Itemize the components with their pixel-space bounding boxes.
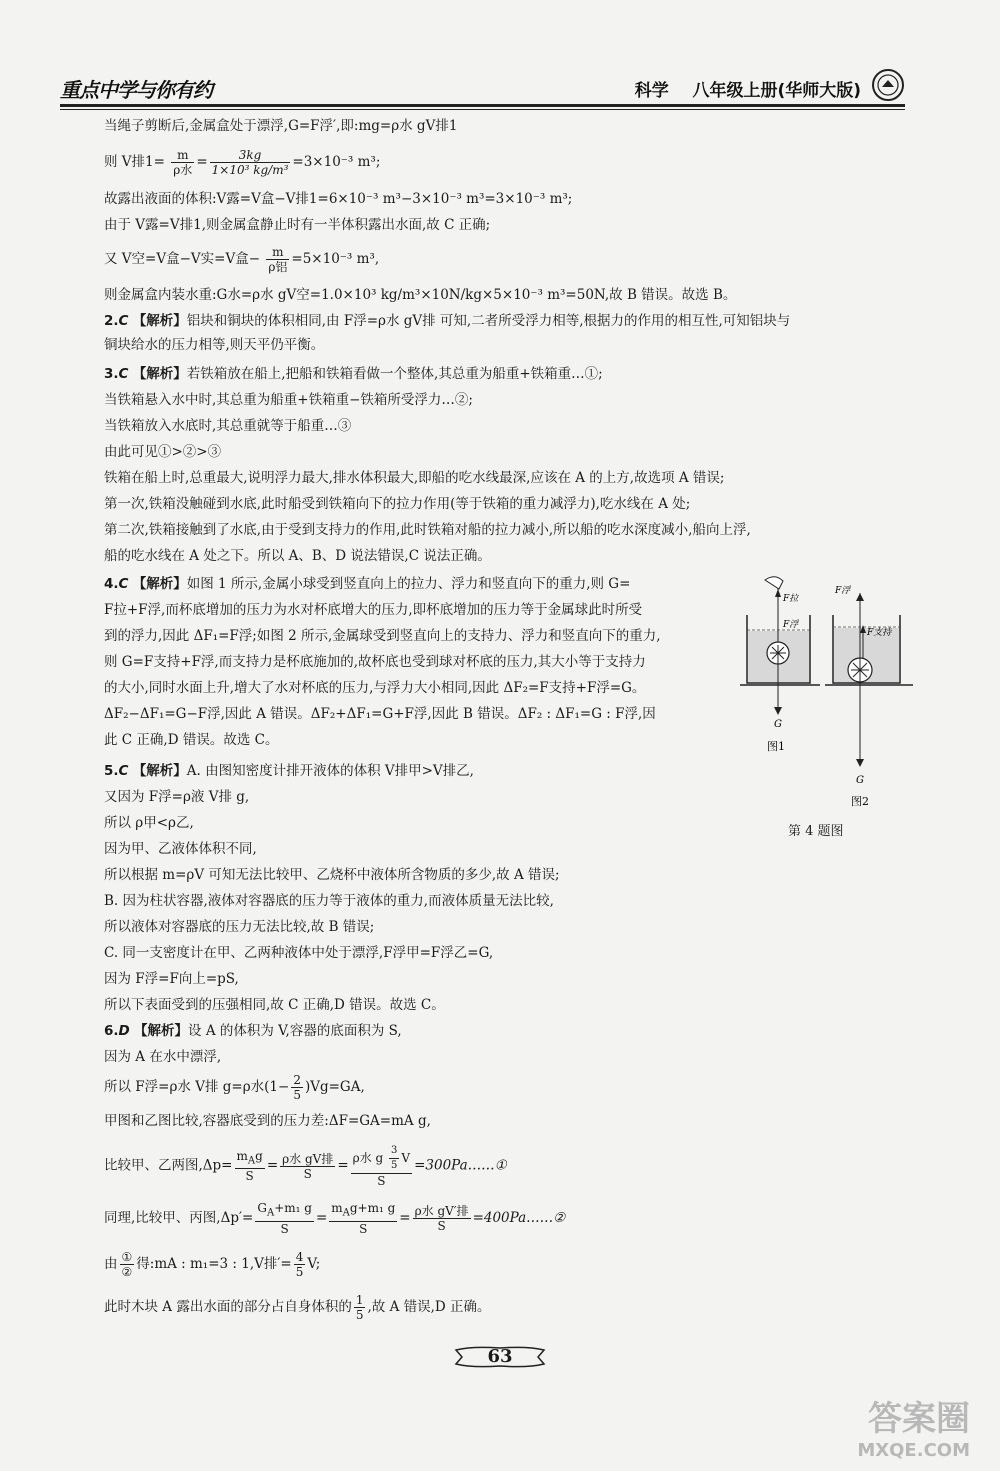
q3-line-5: 铁箱在船上时,总重最大,说明浮力最大,排水体积最大,即船的吃水线最深,应该在 A 的上方,故选项 A 错误;: [104, 470, 725, 486]
q1-line-2: 则 V排1= $\frac{m}{\text{ρ水}}$ = $\frac{3kg}{\text{1×10³ kg/m³}}$ =3×10⁻³ m³;: [104, 148, 381, 177]
q6-line-7: 由 $\frac{\text{①}}{\text{②}}$ 得:mA : m₁=3 : 1,V排′= $\frac{4}{5}$ V;: [104, 1250, 321, 1279]
watermark-logo: [800, 1391, 970, 1461]
header-rule: [60, 104, 905, 107]
label-g-1: G: [774, 719, 782, 730]
q3-line-8: 船的吃水线在 A 处之下。所以 A、B、D 说法错误,C 说法正确。: [104, 548, 491, 564]
page-number-banner: [452, 1342, 548, 1372]
q5-line-8: C. 同一支密度计在甲、乙两种液体中处于漂浮,F浮甲=F浮乙=G,: [104, 945, 494, 961]
q3-line-1: 3.C 【解析】若铁箱放在船上,把船和铁箱看做一个整体,其总重为船重+铁箱重…①;: [104, 366, 603, 382]
subject-grade: [635, 76, 861, 101]
q5-line-3: 所以 ρ甲<ρ乙,: [104, 815, 194, 831]
q3-line-2: 当铁箱悬入水中时,其总重为船重+铁箱重−铁箱所受浮力…②;: [104, 392, 473, 408]
q2-line-1: 2.C 【解析】铝块和铜块的体积相同,由 F浮=ρ水 gV排 可知,二者所受浮力相等,根据力的作用的相互性,可知铝块与: [104, 313, 791, 329]
page-header: [60, 74, 905, 100]
q3-line-7: 第二次,铁箱接触到了水底,由于受到支持力的作用,此时铁箱对船的拉力减小,所以船的吃水深度减小,船向上浮,: [104, 522, 751, 538]
watermark-url: MXQE.COM: [857, 1440, 970, 1461]
grade-label: 八年级上册(华师大版): [692, 81, 861, 101]
q5-line-6: B. 因为柱状容器,液体对容器底的压力等于液体的重力,而液体质量无法比较,: [104, 893, 554, 909]
q1-line-6: 则金属盒内装水重:G水=ρ水 gV空=1.0×10³ kg/m³×10N/kg×5×10⁻³ m³=50N,故 B 错误。故选 B。: [104, 287, 737, 303]
figure-caption: 第 4 题图: [788, 824, 844, 839]
label-g-2: G: [856, 775, 864, 786]
label-f-la: F拉: [783, 594, 799, 604]
q4-figure: [735, 575, 915, 825]
q6-line-8: 此时木块 A 露出水面的部分占自身体积的 $\frac{1}{5}$ ,故 A 错误,D 正确。: [104, 1293, 491, 1322]
q4-line-6: ΔF₂−ΔF₁=G−F浮,因此 A 错误。ΔF₂+ΔF₁=G+F浮,因此 B 错误。ΔF₂ : ΔF₁=G : F浮,因: [104, 706, 656, 722]
beaker-1: [740, 577, 820, 715]
label-fig-1: 图1: [767, 740, 785, 753]
label-f-fu-2: F浮: [835, 586, 851, 596]
q5-line-9: 因为 F浮=F向上=pS,: [104, 971, 239, 987]
q1-line-1: 当绳子剪断后,金属盒处于漂浮,G=F浮′,即:mg=ρ水 gV排1: [104, 118, 458, 134]
q4-line-2: F拉+F浮,而杯底增加的压力为水对杯底增大的压力,即杯底增加的压力等于金属球此时所受: [104, 602, 643, 618]
q5-line-1: 5.C 【解析】A. 由图知密度计排开液体的体积 V排甲>V排乙,: [104, 763, 474, 779]
school-emblem-icon: [871, 68, 905, 102]
q4-line-3: 到的浮力,因此 ΔF₁=F浮;如图 2 所示,金属球受到竖直向上的支持力、浮力和竖直向下的重力,: [104, 628, 661, 644]
q4-line-4: 则 G=F支持+F浮,而支持力是杯底施加的,故杯底也受到球对杯底的压力,其大小等于支持力: [104, 654, 646, 670]
page-number: 63: [487, 1346, 513, 1367]
q5-line-2: 又因为 F浮=ρ液 V排 g,: [104, 789, 250, 805]
q6-line-6: 同理,比较甲、丙图,Δp′= $\frac{G_A+m_1 g}{S}$ = $\frac{m_Ag+m_1 g}{S}$ = $\frac{\text{ρ水 gV′排}}{S}$ =400Pa……②: [104, 1201, 566, 1236]
fraction: $\frac{m}{\text{ρ水}}$: [173, 148, 193, 177]
q4-line-7: 此 C 正确,D 错误。故选 C。: [104, 732, 279, 748]
q6-line-4: 甲图和乙图比较,容器底受到的压力差:ΔF=GA=mA g,: [104, 1113, 431, 1129]
beaker-2: [825, 593, 913, 767]
fraction: $\frac{3kg}{\text{1×10³ kg/m³}}$: [211, 148, 289, 177]
q6-line-2: 因为 A 在水中漂浮,: [104, 1049, 222, 1065]
q5-line-10: 所以下表面受到的压强相同,故 C 正确,D 错误。故选 C。: [104, 997, 445, 1013]
q6-line-1: 6.D 【解析】设 A 的体积为 V,容器的底面积为 S,: [104, 1023, 402, 1039]
q6-line-3: 所以 F浮=ρ水 V排 g=ρ水(1− $\frac{2}{5}$ )Vg=GA,: [104, 1073, 365, 1102]
q1-line-3: 故露出液面的体积:V露=V盒−V排1=6×10⁻³ m³−3×10⁻³ m³=3×10⁻³ m³;: [104, 191, 573, 207]
q3-line-6: 第一次,铁箱没触碰到水底,此时船受到铁箱向下的拉力作用(等于铁箱的重力减浮力),吃水线在 A 处;: [104, 496, 691, 512]
q1-line-4: 由于 V露=V排1,则金属盒静止时有一半体积露出水面,故 C 正确;: [104, 217, 491, 233]
fraction: $\frac{m}{\text{ρ铝}}$: [268, 245, 288, 274]
q2-line-2: 铜块给水的压力相等,则天平仍平衡。: [104, 337, 325, 353]
label-f-zc: F支持: [867, 628, 892, 638]
q1-line-5: 又 V空=V盒−V实=V盒− $\frac{m}{\text{ρ铝}}$ =5×10⁻³ m³,: [104, 245, 380, 274]
q4-line-1: 4.C 【解析】如图 1 所示,金属小球受到竖直向上的拉力、浮力和竖直向下的重力,则 G=: [104, 576, 631, 592]
subject-label: 科学: [634, 81, 669, 101]
q5-line-7: 所以液体对容器底的压力无法比较,故 B 错误;: [104, 919, 375, 935]
q5-line-4: 因为甲、乙液体体积不同,: [104, 841, 257, 857]
q6-line-5: 比较甲、乙两图,Δp= $\frac{m_Ag}{S}$ = $\frac{\text{ρ水 gV排}}{S}$ = ρ水 g $\frac{3}{5}$ V S =300Pa……①: [104, 1145, 507, 1188]
q3-line-4: 由此可见①>②>③: [104, 444, 222, 460]
watermark-text: 答案圈: [868, 1399, 970, 1439]
q3-line-3: 当铁箱放入水底时,其总重就等于船重…③: [104, 418, 352, 434]
label-f-fu-1: F浮: [783, 620, 799, 630]
q4-line-5: 的大小,同时水面上升,增大了水对杯底的压力,与浮力大小相同,因此 ΔF₂=F支持+F浮=G。: [104, 680, 646, 696]
label-fig-2: 图2: [851, 795, 869, 808]
series-title: 重点中学与你有约: [60, 78, 212, 102]
header-rule-thin: [60, 109, 905, 110]
q5-line-5: 所以根据 m=ρV 可知无法比较甲、乙烧杯中液体所含物质的多少,故 A 错误;: [104, 867, 560, 883]
